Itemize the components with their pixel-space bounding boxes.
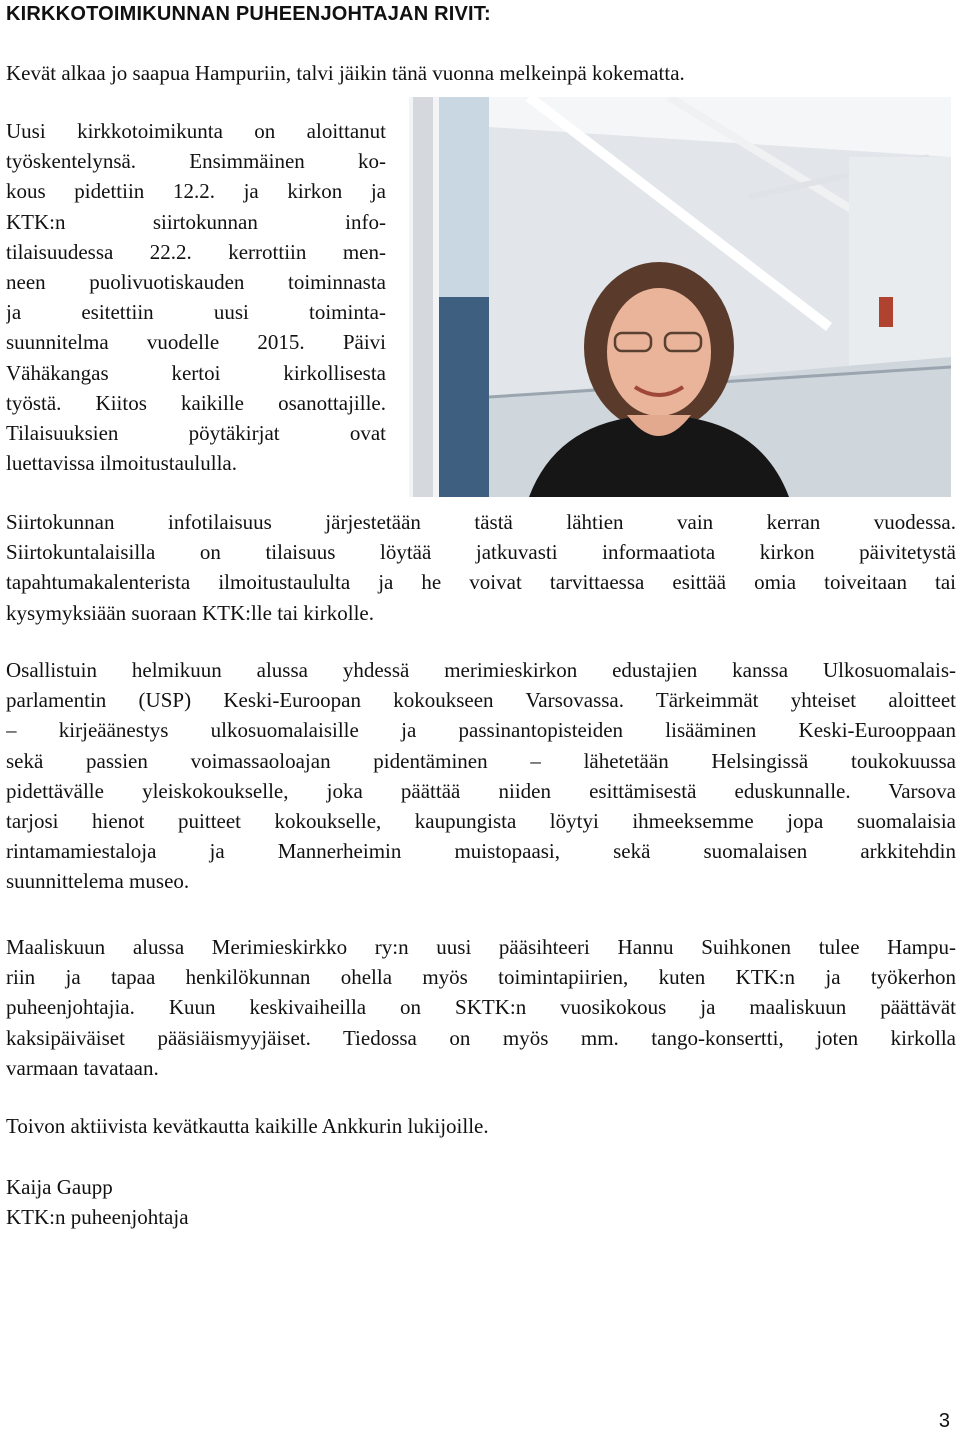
fire-box [879, 297, 893, 327]
text-line: kous pidettiin 12.2. ja kirkon ja [6, 179, 386, 204]
text-line: ja esitettiin uusi toiminta- [6, 300, 386, 325]
paragraph-greeting [6, 1111, 956, 1141]
text-line: Osallistuin helmikuun alussa yhdessä merimieskirkon edustajien kanssa Ulkosuomalais- [6, 658, 956, 682]
signature-name: Kaija Gaupp [6, 1175, 113, 1199]
paragraph-maaliskuu [6, 932, 956, 1083]
text-line: pidettävälle yleiskokoukselle, joka päättää niiden esittämisestä eduskunnalle. Varsova [6, 778, 956, 803]
text-line: Vähäkangas kertoi kirkollisesta [6, 360, 386, 385]
text-line: tarjosi hienot puitteet kokoukselle, kaupungista löytyi ihmeeksemme jopa suomalaisia [6, 808, 956, 833]
paragraph-infotilaisuus [6, 507, 956, 628]
signature-title: KTK:n puheenjohtaja [6, 1205, 189, 1230]
article-heading: KIRKKOTOIMIKUNNAN PUHEENJOHTAJAN RIVIT: [6, 3, 491, 25]
text-line: työstä. Kiitos kaikille osanottajille. [6, 390, 386, 415]
text-line: kysymyksiään suoraan KTK:lle tai kirkolle. [6, 600, 375, 625]
text-line: Siirtokunnan infotilaisuus järjestetään tästä lähtien vain kerran vuodessa. [6, 510, 956, 534]
left-column-paragraph [6, 116, 386, 478]
paragraph-usp [6, 655, 956, 897]
text-line: luettavissa ilmoitustaululla. [6, 451, 237, 476]
portrait-photo [409, 97, 951, 497]
text-line: Toivon aktiivista kevätkautta kaikille Ankkurin lukijoille. [6, 1114, 489, 1138]
text-line: tilaisuudessa 22.2. kerrottiin men- [6, 239, 386, 264]
text-line: rintamamiestaloja ja Mannerheimin muistopaasi, sekä suomalaisen arkkitehdin [6, 839, 956, 864]
text-line: suunnittelema museo. [6, 869, 190, 894]
pillar-shadow [413, 97, 433, 497]
signature [6, 1172, 189, 1232]
text-line: suunnitelma vuodelle 2015. Päivi [6, 330, 386, 355]
text-line: Uusi kirkkotoimikunta on aloittanut [6, 119, 386, 143]
text-line: KTK:n siirtokunnan info- [6, 209, 386, 234]
text-line: Tilaisuuksien pöytäkirjat ovat [6, 420, 386, 445]
intro-paragraph: Kevät alkaa jo saapua Hampuriin, talvi jäikin tänä vuonna melkeinpä kokematta. [6, 61, 685, 85]
text-line: parlamentin (USP) Keski-Euroopan kokoukseen Varsovassa. Tärkeimmät yhteiset aloitteet [6, 688, 956, 713]
text-line: varmaan tavataan. [6, 1055, 159, 1080]
text-line: tapahtumakalenterista ilmoitustaululta ja he voivat tarvittaessa esittää omia toiveitaan tai [6, 570, 956, 595]
text-line: neen puolivuotiskauden toiminnasta [6, 269, 386, 294]
text-line: Siirtokuntalaisilla on tilaisuus löytää jatkuvasti informaatiota kirkon päivitetystä [6, 540, 956, 565]
text-line: sekä passien voimassaoloajan pidentäminen – lähetetään Helsingissä toukokuussa [6, 748, 956, 773]
page-number: 3 [938, 1410, 950, 1432]
text-line: – kirjeäänestys ulkosuomalaisille ja passinantopisteiden lisääminen Keski-Eurooppaan [6, 718, 956, 743]
text-line: työskentelynsä. Ensimmäinen ko- [6, 149, 386, 174]
text-line: riin ja tapaa henkilökunnan ohella myös toimintapiirien, kuten KTK:n ja työkerhon [6, 965, 956, 990]
text-line: Maaliskuun alussa Merimieskirkko ry:n uusi pääsihteeri Hannu Suihkonen tulee Hampu- [6, 935, 956, 959]
text-line: puheenjohtajia. Kuun keskivaiheilla on SKTK:n vuosikokous ja maaliskuun päättävät [6, 995, 956, 1020]
text-line: kaksipäiväiset pääsiäismyyjäiset. Tiedossa on myös mm. tango-konsertti, joten kirkolla [6, 1025, 956, 1050]
